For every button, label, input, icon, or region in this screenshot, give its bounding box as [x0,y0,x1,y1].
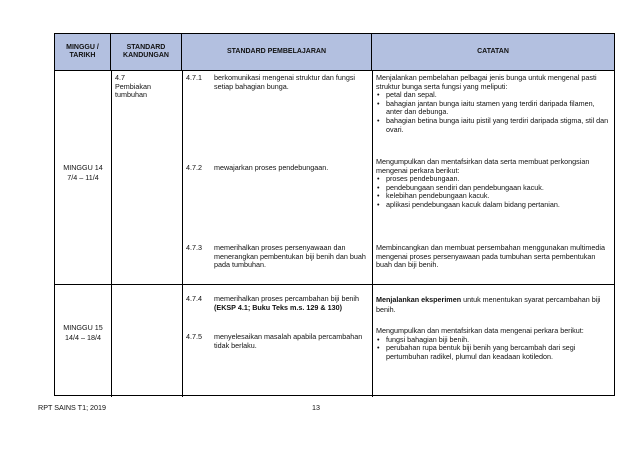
item-code: 4.7.4 [186,294,202,303]
note-text: Membincangkan dan membuat persembahan menggunakan multimedia mengenai proses persenyawaan pada tumbuhan serta pembentukan buah dan biji benih. [376,243,605,270]
item-text: menyelesaikan masalah apabila percambahan tidak berlaku. [214,332,363,350]
note-text: untuk menentukan syarat percambahan biji benih. [376,295,601,314]
week-cell [55,163,111,183]
week-date: 7/4 – 11/4 [67,173,99,182]
header-content-standard: STANDARD KANDUNGAN [111,34,182,70]
list-item: • kelebihan pendebungaan kacuk. [376,192,611,201]
note-bold: Menjalankan eksperimen [376,295,462,304]
list-item: • aplikasi pendebungaan kacuk dalam bidang pertanian. [376,201,611,210]
item-cell [214,295,368,312]
list-item: • proses pendebungaan. [376,175,611,184]
notes-cell [376,158,611,210]
notes-cell [376,295,611,315]
week-label: MINGGU 15 [63,323,103,332]
week-date: 14/4 – 18/4 [65,333,101,342]
footer-label: RPT SAINS T1; 2019 [38,403,107,412]
content-standard-cell [115,74,179,100]
item-text: mewajarkan proses pendebungaan. [214,163,329,172]
note-bullets [376,336,611,362]
content-code: 4.7 [115,73,125,82]
week-label: MINGGU 14 [63,163,103,172]
header-learning-standard: STANDARD PEMBELAJARAN [182,34,372,70]
table-header [55,34,614,71]
page-number: 13 [312,403,320,412]
note-text: Mengumpulkan dan mentafsirkan data serta membuat perkongsian mengenai perkara berikut: [376,157,590,175]
content-title: Pembiakan tumbuhan [115,81,151,100]
note-text: Mengumpulkan dan mentafsirkan data mengenai perkara berikut: [376,326,584,335]
item-code: 4.7.2 [186,163,202,172]
week-cell [55,323,111,343]
list-item: • perubahan rupa bentuk biji benih yang bercambah dari segi pertumbuhan radikel, plumul dan keadaan kotiledon. [376,344,611,361]
item-code: 4.7.1 [186,73,202,82]
item-reference: (EKSP 4.1; Buku Teks m.s. 129 & 130) [214,302,342,312]
table-row [55,70,614,285]
list-item: • petal dan sepal. [376,91,611,100]
list-item: • fungsi bahagian biji benih. [376,336,611,345]
list-item: • bahagian jantan bunga iaitu stamen yang terdiri daripada filamen, anter dan debunga. [376,100,611,117]
item-text: berkomunikasi mengenai struktur dan fungsi setiap bahagian bunga. [214,73,356,91]
table-row [55,285,614,397]
lesson-plan-table [54,33,615,396]
notes-cell [376,74,611,134]
item-text: memerihalkan proses percambahan biji benih [214,294,360,303]
notes-cell [376,327,611,361]
item-text: memerihalkan proses persenyawaan dan menerangkan pembentukan biji benih dan buah pada tumbuhan. [214,243,366,270]
note-bullets [376,175,611,209]
header-notes: CATATAN [477,48,509,55]
note-bullets [376,91,611,134]
item-code: 4.7.3 [186,243,202,252]
item-code: 4.7.5 [186,332,202,341]
list-item: • pendebungaan sendiri dan pendebungaan kacuk. [376,184,611,193]
header-week: MINGGU / TARIKH [55,34,111,70]
list-item: • bahagian betina bunga iaitu pistil yang terdiri daripada stigma, stil dan ovari. [376,117,611,134]
note-text: Menjalankan pembelahan pelbagai jenis bunga untuk mengenal pasti struktur bunga serta fungsi yang meliputi: [376,73,597,91]
